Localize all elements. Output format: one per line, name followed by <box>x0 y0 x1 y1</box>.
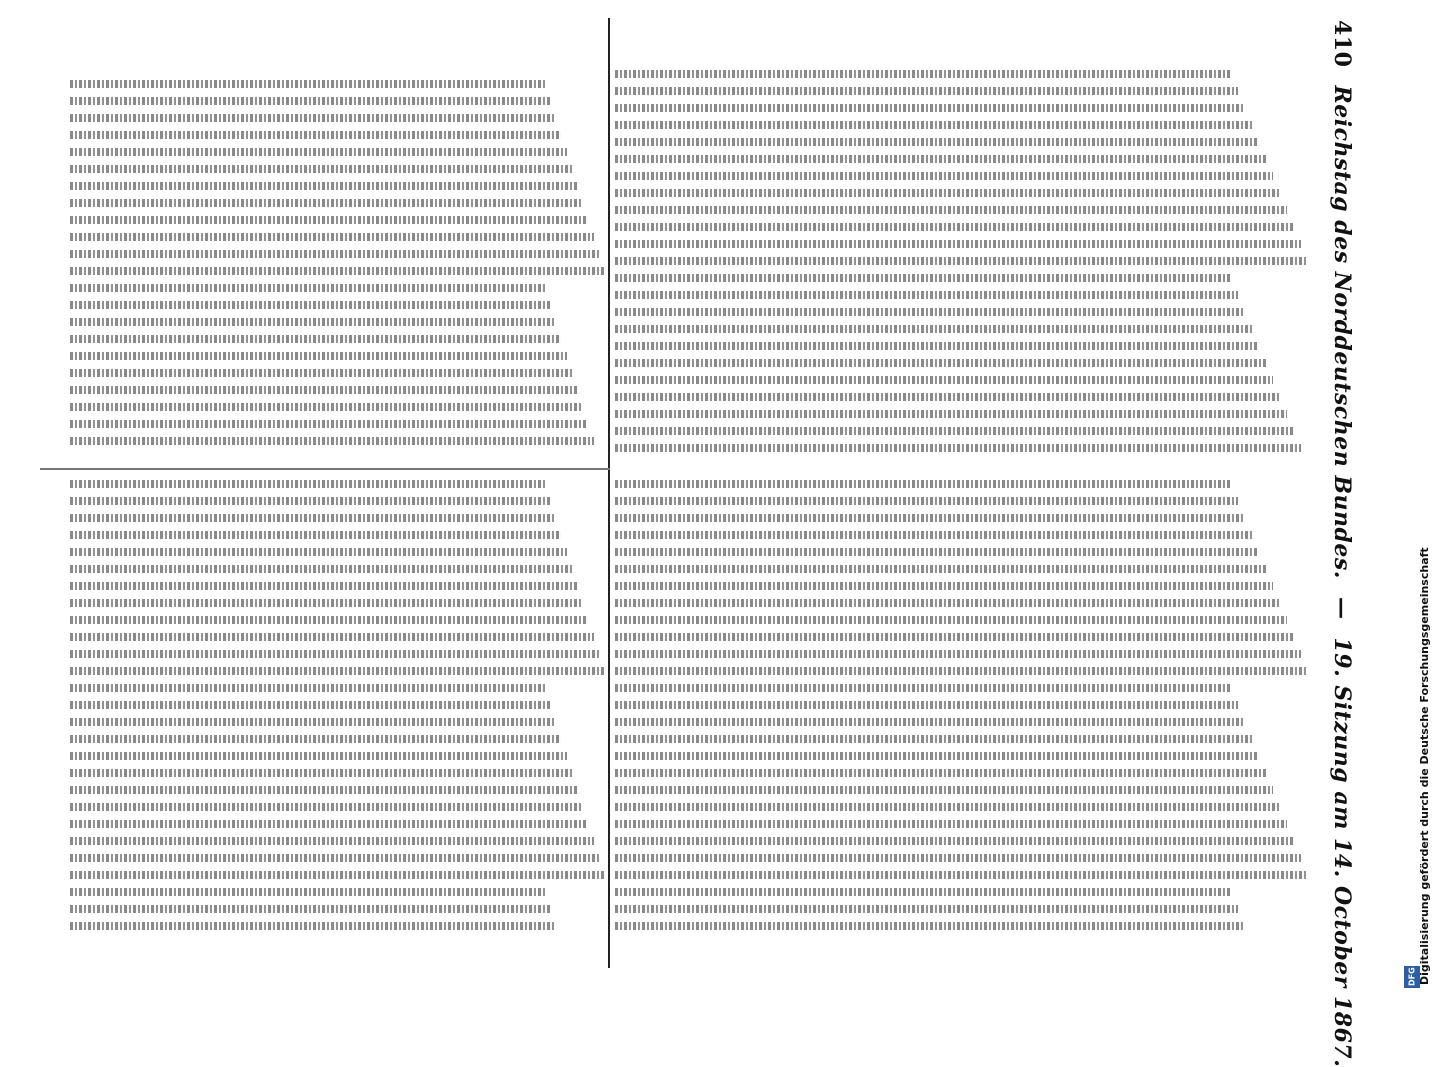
text-line <box>615 514 1245 522</box>
text-line <box>615 599 1280 607</box>
text-line <box>70 233 594 241</box>
text-line <box>615 189 1280 197</box>
text-line <box>70 786 578 794</box>
text-line <box>70 182 578 190</box>
text-line <box>615 172 1273 180</box>
text-line <box>615 393 1280 401</box>
text-column-left-top <box>70 80 610 465</box>
digitization-credit: Digitalisierung gefördert durch die Deutsche Forschungsgemeinschaft <box>1418 547 1431 985</box>
text-line <box>70 820 588 828</box>
text-line <box>70 97 551 105</box>
text-column-right-top <box>615 70 1315 470</box>
text-line <box>615 752 1259 760</box>
text-line <box>70 420 588 428</box>
dfg-logo: DFG <box>1404 966 1420 988</box>
text-line <box>70 922 556 930</box>
page-number: 410 <box>1329 20 1355 68</box>
running-title: Reichstag des Norddeutschen Bundes. <box>1329 85 1355 579</box>
text-line <box>615 922 1245 930</box>
text-line <box>70 565 572 573</box>
text-line <box>70 148 567 156</box>
text-line <box>70 871 605 879</box>
text-line <box>615 497 1238 505</box>
text-line <box>615 905 1238 913</box>
text-line <box>615 803 1280 811</box>
text-line <box>615 650 1301 658</box>
text-line <box>70 616 588 624</box>
text-line <box>615 291 1238 299</box>
header-separator: — <box>1329 596 1355 620</box>
text-line <box>70 531 561 539</box>
text-line <box>615 888 1231 896</box>
text-line <box>615 718 1245 726</box>
text-column-left-bottom <box>70 480 610 950</box>
text-line <box>70 497 551 505</box>
text-line <box>70 114 556 122</box>
text-line <box>615 837 1294 845</box>
text-line <box>70 267 605 275</box>
text-line <box>615 735 1252 743</box>
text-line <box>615 70 1231 78</box>
text-line <box>70 301 551 309</box>
text-line <box>70 582 578 590</box>
text-line <box>70 403 583 411</box>
text-line <box>70 80 545 88</box>
text-line <box>615 155 1266 163</box>
text-line <box>70 888 545 896</box>
text-line <box>70 131 561 139</box>
text-line <box>70 386 578 394</box>
text-line <box>615 667 1308 675</box>
session-date: 19. Sitzung am 14. October 1867. <box>1329 637 1355 1067</box>
text-line <box>615 480 1231 488</box>
text-line <box>615 223 1294 231</box>
text-line <box>70 718 556 726</box>
text-line <box>615 359 1266 367</box>
text-line <box>70 735 561 743</box>
text-line <box>615 854 1301 862</box>
text-line <box>615 240 1301 248</box>
text-line <box>70 284 545 292</box>
text-line <box>615 121 1252 129</box>
text-line <box>615 633 1294 641</box>
text-line <box>70 165 572 173</box>
text-line <box>70 318 556 326</box>
text-line <box>615 871 1308 879</box>
text-line <box>70 599 583 607</box>
text-line <box>70 514 556 522</box>
text-line <box>615 138 1259 146</box>
text-line <box>70 837 594 845</box>
text-line <box>70 335 561 343</box>
text-line <box>70 905 551 913</box>
text-column-right-bottom <box>615 480 1315 950</box>
text-line <box>615 206 1287 214</box>
text-line <box>615 701 1238 709</box>
text-line <box>615 410 1287 418</box>
text-line <box>70 369 572 377</box>
text-line <box>70 769 572 777</box>
text-line <box>70 701 551 709</box>
text-line <box>615 342 1259 350</box>
text-line <box>70 667 605 675</box>
text-line <box>615 308 1245 316</box>
text-line <box>615 257 1308 265</box>
text-line <box>615 769 1266 777</box>
text-line <box>70 352 567 360</box>
text-line <box>615 427 1294 435</box>
text-line <box>615 376 1273 384</box>
text-line <box>615 582 1273 590</box>
text-line <box>615 786 1273 794</box>
text-line <box>70 216 588 224</box>
text-line <box>615 531 1252 539</box>
text-line <box>615 104 1245 112</box>
text-line <box>615 548 1259 556</box>
text-line <box>615 684 1231 692</box>
text-line <box>70 250 599 258</box>
text-line <box>615 274 1231 282</box>
text-line <box>615 565 1266 573</box>
text-line <box>70 684 545 692</box>
text-line <box>70 752 567 760</box>
text-line <box>615 444 1301 452</box>
text-line <box>70 803 583 811</box>
text-line <box>70 650 599 658</box>
text-line <box>615 616 1287 624</box>
column-divider <box>608 18 610 968</box>
text-line <box>70 437 594 445</box>
section-divider <box>40 468 610 470</box>
text-line <box>70 199 583 207</box>
text-line <box>70 633 594 641</box>
text-line <box>615 325 1252 333</box>
text-line <box>70 854 599 862</box>
text-line <box>70 480 545 488</box>
text-line <box>615 87 1238 95</box>
text-line <box>615 820 1287 828</box>
text-line <box>70 548 567 556</box>
